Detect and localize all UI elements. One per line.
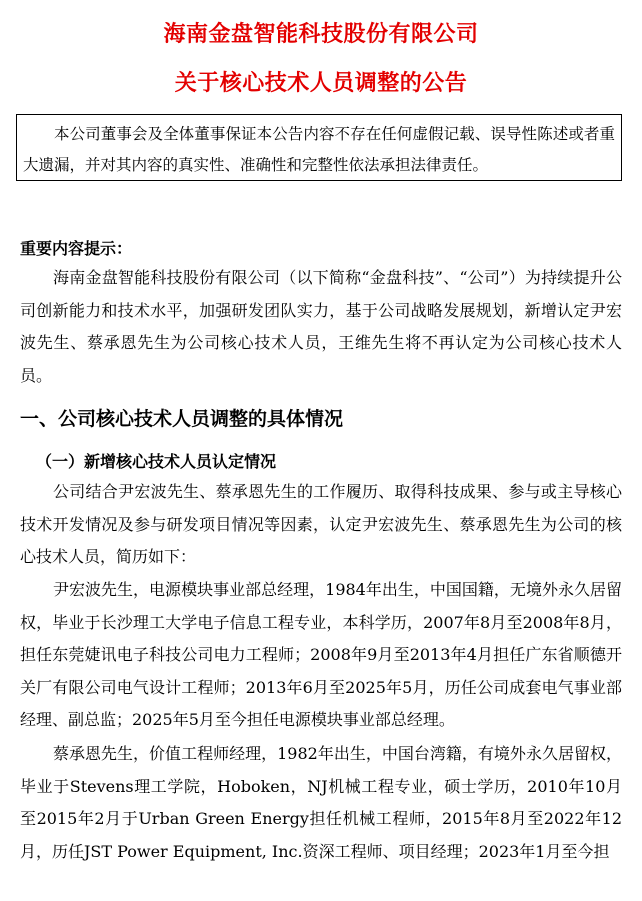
section-heading: 一、公司核心技术人员调整的具体情况 [20, 408, 344, 430]
key-points-paragraph: 海南金盘智能科技股份有限公司（以下简称“金盘科技”、“公司”）为持续提升公司创新能力和技术水平，加强研发团队实力，基于公司战略发展规划，新增认定尹宏波先生、蔡承恩先生为公司核心技术人员，王维先生将不再认定为公司核心技术人员。 [20, 268, 622, 385]
company-title: 海南金盘智能科技股份有限公司 [163, 22, 479, 47]
key-points-heading: 重要内容提示： [20, 239, 133, 258]
subsection-heading: （一）新增核心技术人员认定情况 [36, 452, 277, 471]
yin-hongbo-bio: 尹宏波先生，电源模块事业部总经理，1984年出生，中国国籍，无境外永久居留权，毕业于长沙理工大学电子信息工程专业，本科学历，2007年8月至2008年8月，担任东莞婕讯电子科技公司电力工程师；2008年9月至2013年4月担任广东省顺德开关厂有限公司电气设计工程师；2013年6月至2025年5月，历任公司成套电气事业部经理、副总监；2025年5月至今担任电源模块事业部总经理。 [20, 580, 622, 729]
intro-paragraph: 公司结合尹宏波先生、蔡承恩先生的工作履历、取得科技成果、参与或主导核心技术开发情况及参与研发项目情况等因素，认定尹宏波先生、蔡承恩先生为公司的核心技术人员，简历如下： [20, 482, 622, 566]
cai-chengen-bio: 蔡承恩先生，价值工程师经理，1982年出生，中国台湾籍，有境外永久居留权，毕业于Stevens理工学院，Hoboken，NJ机械工程专业，硕士学历，2010年10月至2015年2月于Urban Green Energy担任机械工程师，2015年8月至2022年12月，历任JST Power Equipment, Inc.资深工程师、项目经理；2023年1月至今担 [20, 744, 622, 861]
board-guarantee-notice: 本公司董事会及全体董事保证本公告内容不存在任何虚假记载、误导性陈述或者重大遗漏，并对其内容的真实性、准确性和完整性依法承担法律责任。 [16, 114, 622, 181]
announcement-title: 关于核心技术人员调整的公告 [174, 71, 468, 96]
